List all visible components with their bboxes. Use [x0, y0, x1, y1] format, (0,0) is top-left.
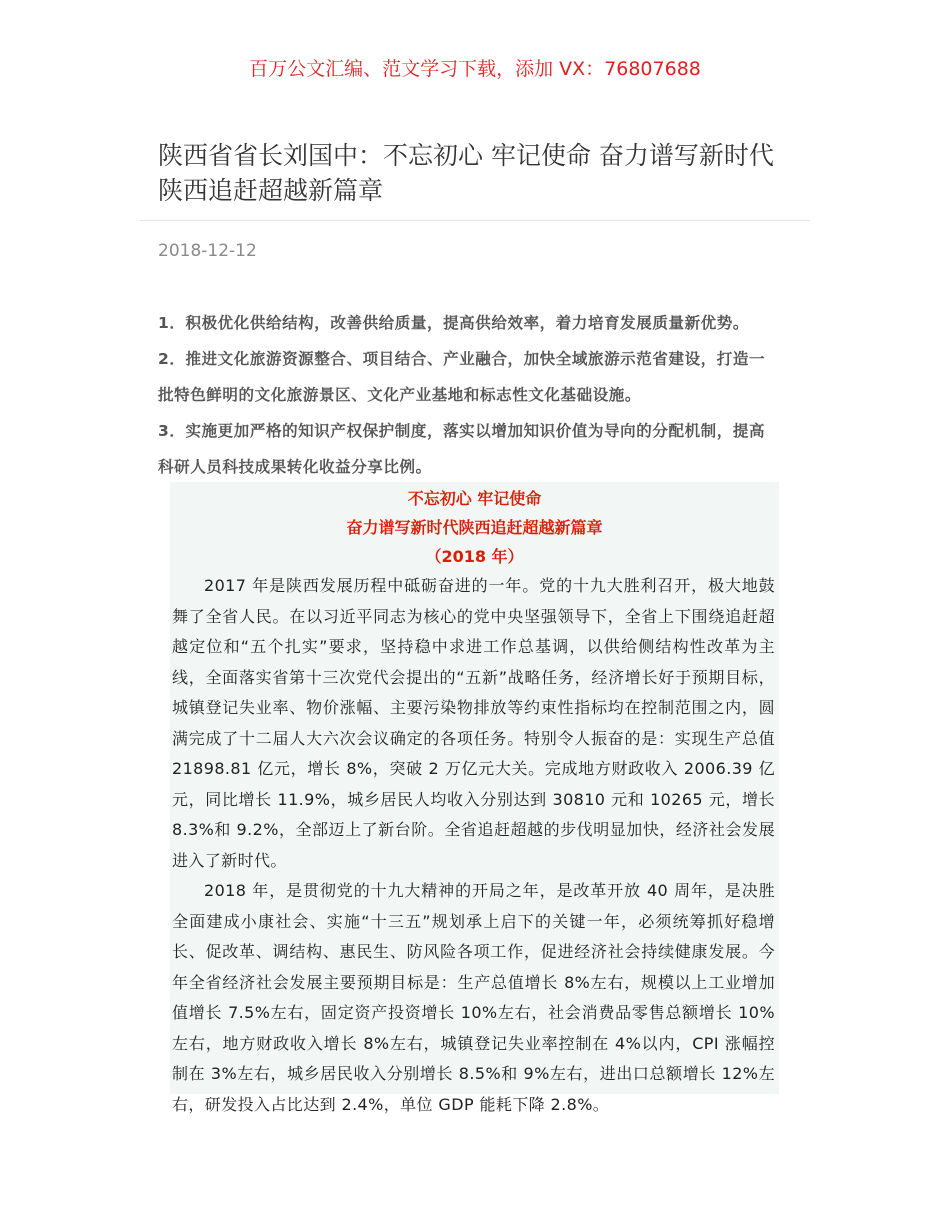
watermark-banner: 百万公文汇编、范文学习下载，添加 VX：76807688 [249, 58, 701, 80]
title-divider [140, 220, 810, 221]
excerpt-paragraph-1: 2017 年是陕西发展历程中砥砺奋进的一年。党的十九大胜利召开，极大地鼓舞了全省人民。在以习近平同志为核心的党中央坚强领导下，全省上下围绕追赶超越定位和“五个扎实”要求，坚持稳中求进工作总基调，以供给侧结构性改革为主线，全面落实省第十三次党代会提出的“五新”战略任务，经济增长好于预期目标，城镇登记失业率、物价涨幅、主要污染物排放等约束性指标均在控制范围之内，圆满完成了十二届人大六次会议确定的各项任务。特别令人振奋的是：实现生产总值 21898.81 亿元，增长 8%，突破 2 万亿元大关。完成地方财政收入 2006.39 亿元，同比增长 11.9%，城乡居民人均收入分别达到 30810 元和 10265 元，增长 8.3%和 9.2%，全部迈上了新台阶。全省追赶超越的步伐明显加快，经济社会发展进入了新时代。 [172, 576, 775, 870]
excerpt-paragraph-2: 2018 年，是贯彻党的十九大精神的开局之年，是改革开放 40 周年，是决胜全面建成小康社会、实施“十三五”规划承上启下的关键一年，必须统筹抓好稳增长、促改革、调结构、惠民生、防风险各项工作，促进经济社会持续健康发展。今年全省经济社会发展主要预期目标是：生产总值增长 8%左右，规模以上工业增加值增长 7.5%左右，固定资产投资增长 10%左右，社会消费品零售总额增长 10%左右，地方财政收入增长 8%左右，城镇登记失业率控制在 4%以内，CPI 涨幅控制在 3%左右，城乡居民收入分别增长 8.5%和 9%左右，进出口总额增长 12%左右，研发投入占比达到 2.4%，单位 GDP 能耗下降 2.8%。 [172, 881, 775, 1114]
key-point-3: 3．实施更加严格的知识产权保护制度，落实以增加知识价值为导向的分配机制，提高科研人员科技成果转化收益分享比例。 [158, 422, 766, 476]
speech-excerpt-box [170, 482, 779, 1114]
key-point-1: 1．积极优化供给结构，改善供给质量，提高供给效率，着力培育发展质量新优势。 [158, 314, 749, 332]
excerpt-heading-2: 奋力谱写新时代陕西追赶超越新篇章 [346, 518, 603, 537]
publish-date: 2018-12-12 [158, 241, 257, 261]
key-point-2: 2．推进文化旅游资源整合、项目结合、产业融合，加快全域旅游示范省建设，打造一批特色鲜明的文化旅游景区、文化产业基地和标志性文化基础设施。 [158, 350, 766, 404]
key-points-list [158, 305, 780, 485]
excerpt-heading-1: 不忘初心 牢记使命 [407, 489, 542, 508]
excerpt-heading-3: （2018 年） [425, 547, 524, 566]
article-title: 陕西省省长刘国中：不忘初心 牢记使命 奋力谱写新时代陕西追赶超越新篇章 [158, 141, 774, 205]
